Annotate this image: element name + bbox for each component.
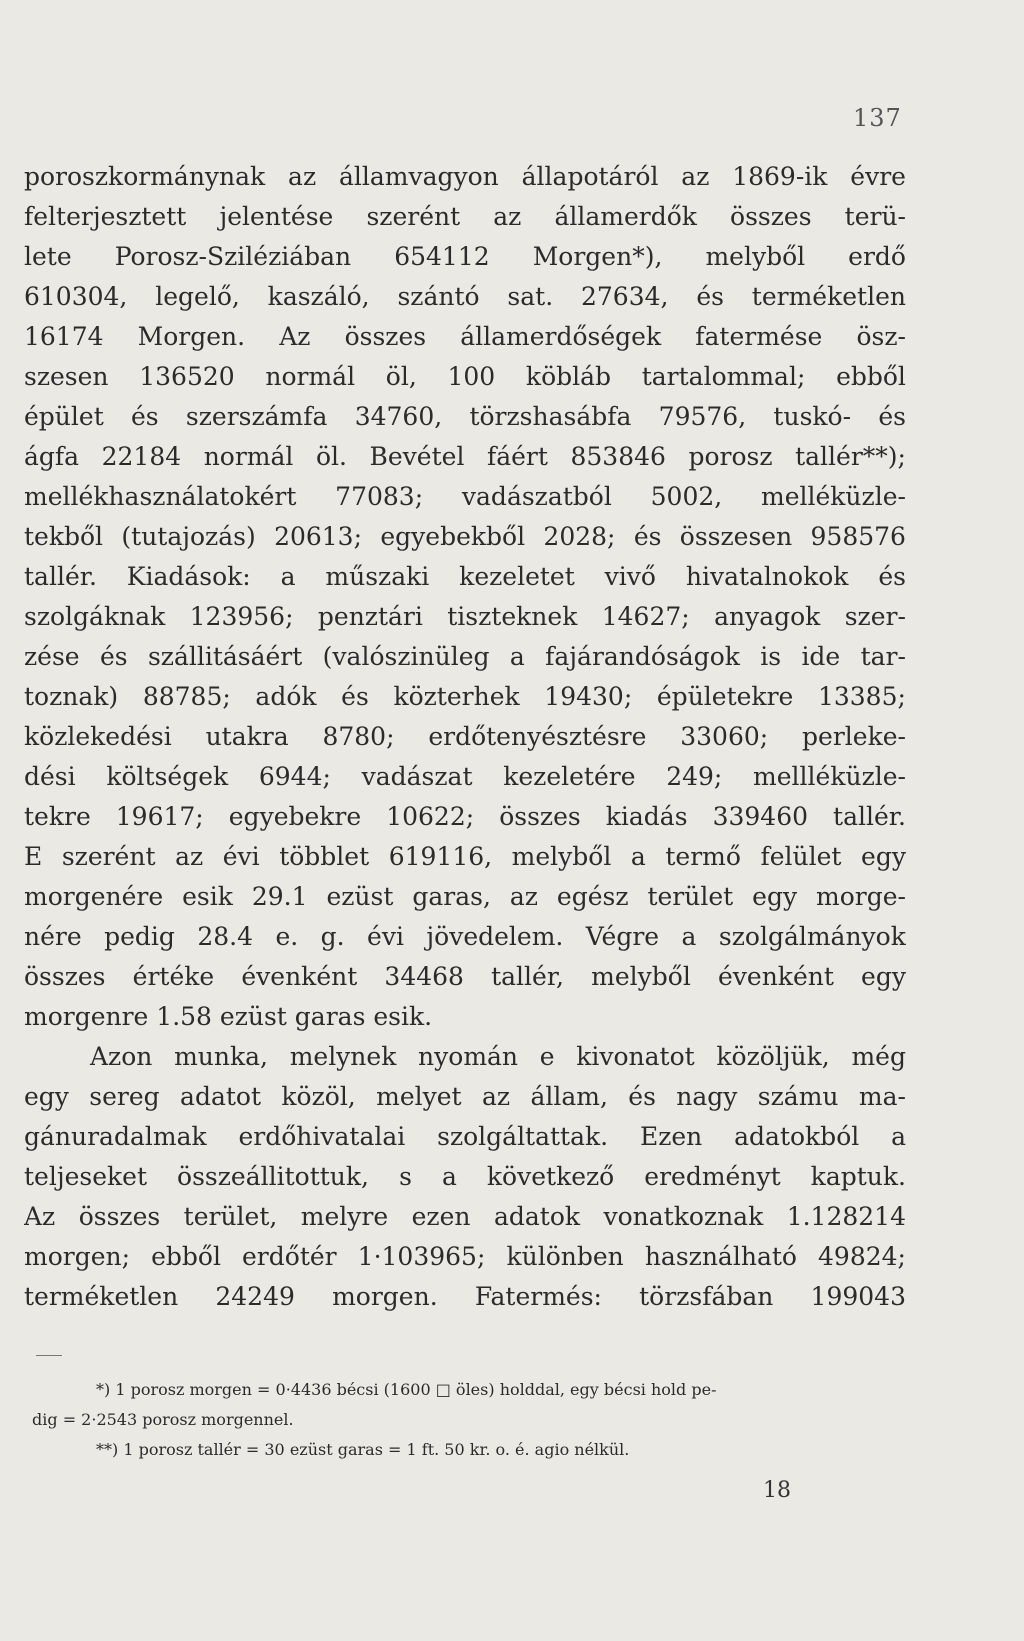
word: vonatkoznak [603,1202,764,1231]
word: 29.1 [251,882,308,911]
word: államvagyon [338,162,499,191]
word: 853846 [570,442,666,471]
word: a [630,842,646,871]
word: a [280,562,296,591]
word: öl. [315,442,347,471]
word: morgen. [332,1282,438,1311]
word: melynek [289,1042,397,1071]
word: szolgáltattak. [437,1122,609,1151]
text-line [24,1077,906,1117]
word: az [481,1082,511,1111]
word: teljeseket [24,1162,147,1191]
word: 28.4 [197,922,254,951]
text-line [24,437,906,477]
word: felület [760,842,842,871]
word: termő [665,842,741,871]
word: 1·103965; [357,1242,486,1271]
word: vadászat [361,762,473,791]
word: évi [367,922,404,951]
text-line [24,317,906,357]
word: ösz- [856,322,906,351]
word: jövedelem. [426,922,564,951]
word: szántó [397,282,480,311]
word: 8780; [322,722,395,751]
word: Bevétel [369,442,465,471]
word: terü- [844,202,906,231]
word: ezüst [326,882,394,911]
word: adatot [180,1082,262,1111]
word: állapotáról [521,162,659,191]
footnote-morgen: *) 1 porosz morgen = 0·4436 bécsi (1600 □ öles) holddal, egy bécsi hold pe- [96,1380,717,1399]
word: nére [24,922,82,951]
text-line [24,917,906,957]
word: morgen; [24,1242,131,1271]
word: nyomán [418,1042,519,1071]
word: szerszámfa [185,402,328,431]
text-line [24,397,906,437]
word: morge- [816,882,906,911]
word: terület [647,882,734,911]
word: eredményt [644,1162,781,1191]
word: összes [24,962,106,991]
word: Kiadások: [126,562,251,591]
body-text [24,157,906,1317]
word: utakra [205,722,289,751]
word: Azon [90,1042,153,1071]
word: penztári [317,602,423,631]
word: s [399,1162,412,1191]
text-line [24,1197,906,1237]
word: egy [861,962,906,991]
word: tekre [24,802,91,831]
word: a [681,922,697,951]
word: 13385; [817,682,906,711]
word: 100 [447,362,496,391]
word: és [633,522,662,551]
word: egy [24,1082,69,1111]
footnote-morgen-continued: dig = 2·2543 porosz morgennel. [32,1410,294,1429]
text-line [24,717,906,757]
word: ebből [151,1242,221,1271]
word: erdőhivatalai [238,1122,406,1151]
word: fáért [486,442,548,471]
word: is [760,642,782,671]
word: tekből [24,522,104,551]
text-line [24,637,906,677]
footnote-divider [36,1355,62,1356]
text-line [24,517,906,557]
signature-mark: 18 [763,1478,791,1503]
footnotes [24,1375,906,1465]
word: költségek [106,762,229,791]
word: évre [850,162,906,191]
word: 10622; [386,802,475,831]
word: Fatermés: [474,1282,602,1311]
word: államerdők [554,202,697,231]
word: adatok [493,1202,581,1231]
word: anyagok [714,602,821,631]
word: következő [486,1162,615,1191]
text-line [24,1157,906,1197]
word: adók [255,682,317,711]
word: 20613; [274,522,363,551]
word: zése [24,642,80,671]
word: Az [24,1202,56,1231]
word: egy [861,842,906,871]
word: mellléküzle- [753,762,906,791]
word: perleke- [802,722,906,751]
text-line [24,357,906,397]
word: porosz [688,442,773,471]
word: az [175,842,204,871]
text-line [24,237,906,277]
word: dési [24,762,76,791]
word: értéke [132,962,215,991]
word: az [509,882,538,911]
word: E [24,842,43,871]
word: a [441,1162,457,1191]
word: tartalommal; [641,362,806,391]
text-line [24,797,906,837]
word: egyebekre [228,802,362,831]
word: ide [801,642,841,671]
word: Porosz-Sziléziában [114,242,352,271]
word: tiszteknek [447,602,578,631]
word: a [891,1122,906,1151]
word: 136520 [139,362,235,391]
word: melléküzle- [761,482,906,511]
word: közterhek [393,682,520,711]
word: 14627; [601,602,690,631]
word: normál [203,442,294,471]
word: erdőtenyésztésre [428,722,647,751]
word: terület, [183,1202,278,1231]
word: melyet [376,1082,462,1111]
word: melyből [705,242,806,271]
word: és [131,402,159,431]
word: toznak) [24,682,119,711]
word: műszaki [325,562,430,591]
word: egész [556,882,629,911]
word: 19430; [544,682,633,711]
word: évi [222,842,260,871]
word: államerdőségek [460,322,662,351]
word: Az [279,322,311,351]
text-line [24,557,906,597]
word: tallér. [833,802,906,831]
word: egyebekből [380,522,526,551]
word: Morgen*), [532,242,663,271]
word: erdő [848,242,906,271]
word: egy [752,882,798,911]
word: legelő, [155,282,240,311]
word: 88785; [142,682,231,711]
text-line [24,757,906,797]
text-line [24,597,906,637]
word: törzshasábfa [469,402,632,431]
word: sereg [89,1082,160,1111]
text-line [24,677,906,717]
word: Morgen. [137,322,246,351]
word: Ezen [639,1122,703,1151]
word: e. [275,922,299,951]
word: 339460 [712,802,809,831]
word: 77083; [335,482,424,511]
word: normál [265,362,356,391]
word: 2028; [543,522,616,551]
word: munka, [174,1042,268,1071]
word: nagy [676,1082,738,1111]
text-line [24,277,906,317]
word: melyre [300,1202,389,1231]
word: kaszáló, [267,282,370,311]
word: és [99,642,128,671]
word: szerént [61,842,156,871]
word: melyből [591,962,691,991]
word: és [628,1082,656,1111]
word: 19617; [115,802,204,831]
text-line [24,1117,906,1157]
word: garas, [412,882,491,911]
word: szesen [24,362,109,391]
word: épület [24,402,104,431]
word: 1869-ik [732,162,828,191]
paragraph-first-line [24,1037,906,1077]
word: 619116, [388,842,493,871]
word: terméketlen [24,1282,179,1311]
word: tallér. [24,562,97,591]
word: gánuradalmak [24,1122,207,1151]
word: évenként [241,962,358,991]
word: terméketlen [751,282,906,311]
text-line [24,157,906,197]
word: morgenére [24,882,164,911]
word: adatokból [734,1122,860,1151]
word: tar- [860,642,906,671]
word: szolgáknak [24,602,166,631]
word: lete [24,242,72,271]
word: tuskó- [773,402,852,431]
word: 958576 [810,522,906,551]
word: tallér**); [795,442,906,471]
word: vivő [604,562,656,591]
word: 6944; [258,762,331,791]
word: (tutajozás) [121,522,256,551]
word: ma- [858,1082,906,1111]
word: közlekedési [24,722,172,751]
word: szerént [366,202,461,231]
word: kivonatot [576,1042,695,1071]
word: és [878,562,906,591]
word: öl, [385,362,417,391]
word: köbláb [525,362,612,391]
word: épületekre [656,682,794,711]
word: és [878,402,906,431]
word: g. [320,922,345,951]
text-line [24,1277,906,1317]
word: jelentése [219,202,334,231]
word: közöl, [281,1082,356,1111]
word: 34760, [354,402,443,431]
word: ezen [411,1202,471,1231]
footnote-taller: **) 1 porosz tallér = 30 ezüst garas = 1 ft. 50 kr. o. é. agio nélkül. [96,1440,630,1459]
word: különben [506,1242,624,1271]
word: az [288,162,317,191]
word: erdőtér [242,1242,337,1271]
word: mellékhasználatokért [24,482,297,511]
word: szer- [844,602,906,631]
word: esik [182,882,233,911]
word: melyből [511,842,612,871]
word: és [341,682,369,711]
word: többlet [279,842,370,871]
word: szolgálmányok [718,922,906,951]
word: összes [78,1202,161,1231]
word: 22184 [101,442,182,471]
word: évenként [717,962,834,991]
word: hivatalnokok [685,562,849,591]
word: 5002, [650,482,723,511]
word: törzsfában [639,1282,774,1311]
word: felterjesztett [24,202,187,231]
word: kezeletére [503,762,636,791]
word: 27634, [581,282,669,311]
word: használható [644,1242,797,1271]
word: poroszkormánynak [24,162,266,191]
text-line [24,877,906,917]
word: kiadás [605,802,688,831]
text-line [24,837,906,877]
word: szállitásáért [147,642,303,671]
word: összes [730,202,812,231]
page-number: 137 [853,104,902,132]
word: közöljük, [716,1042,830,1071]
word: számu [757,1082,839,1111]
text-line [24,477,906,517]
word: ágfa [24,442,80,471]
word: 33060; [680,722,769,751]
word: fatermése [695,322,823,351]
word: még [851,1042,906,1071]
text-line [24,1237,906,1277]
text-line [24,957,906,997]
word: 123956; [189,602,294,631]
word: e [539,1042,555,1071]
word: az [681,162,710,191]
word: állam, [530,1082,608,1111]
word: 1.128214 [786,1202,906,1231]
text-line [24,197,906,237]
word: és [696,282,724,311]
word: pedig [104,922,175,951]
word: fajárandóságok [545,642,740,671]
word: 610304, [24,282,128,311]
word: az [493,202,522,231]
word: összes [499,802,581,831]
word: összesen [679,522,793,551]
word: 79576, [658,402,747,431]
word: 34468 [384,962,464,991]
word: 199043 [810,1282,906,1311]
word: Végre [585,922,660,951]
word: 49824; [818,1242,906,1271]
word: kezeletet [459,562,575,591]
word: sat. [507,282,554,311]
word: vadászatból [461,482,612,511]
word: összeállitottuk, [177,1162,370,1191]
word: kaptuk. [810,1162,906,1191]
word: tallér, [491,962,564,991]
text-line: morgenre 1.58 ezüst garas esik. [24,1002,433,1031]
word: ebből [836,362,906,391]
word: 654112 [394,242,490,271]
word: összes [344,322,427,351]
word: 249; [666,762,723,791]
word: 16174 [24,322,104,351]
word: a [509,642,525,671]
word: 24249 [215,1282,295,1311]
word: (valószinüleg [322,642,490,671]
